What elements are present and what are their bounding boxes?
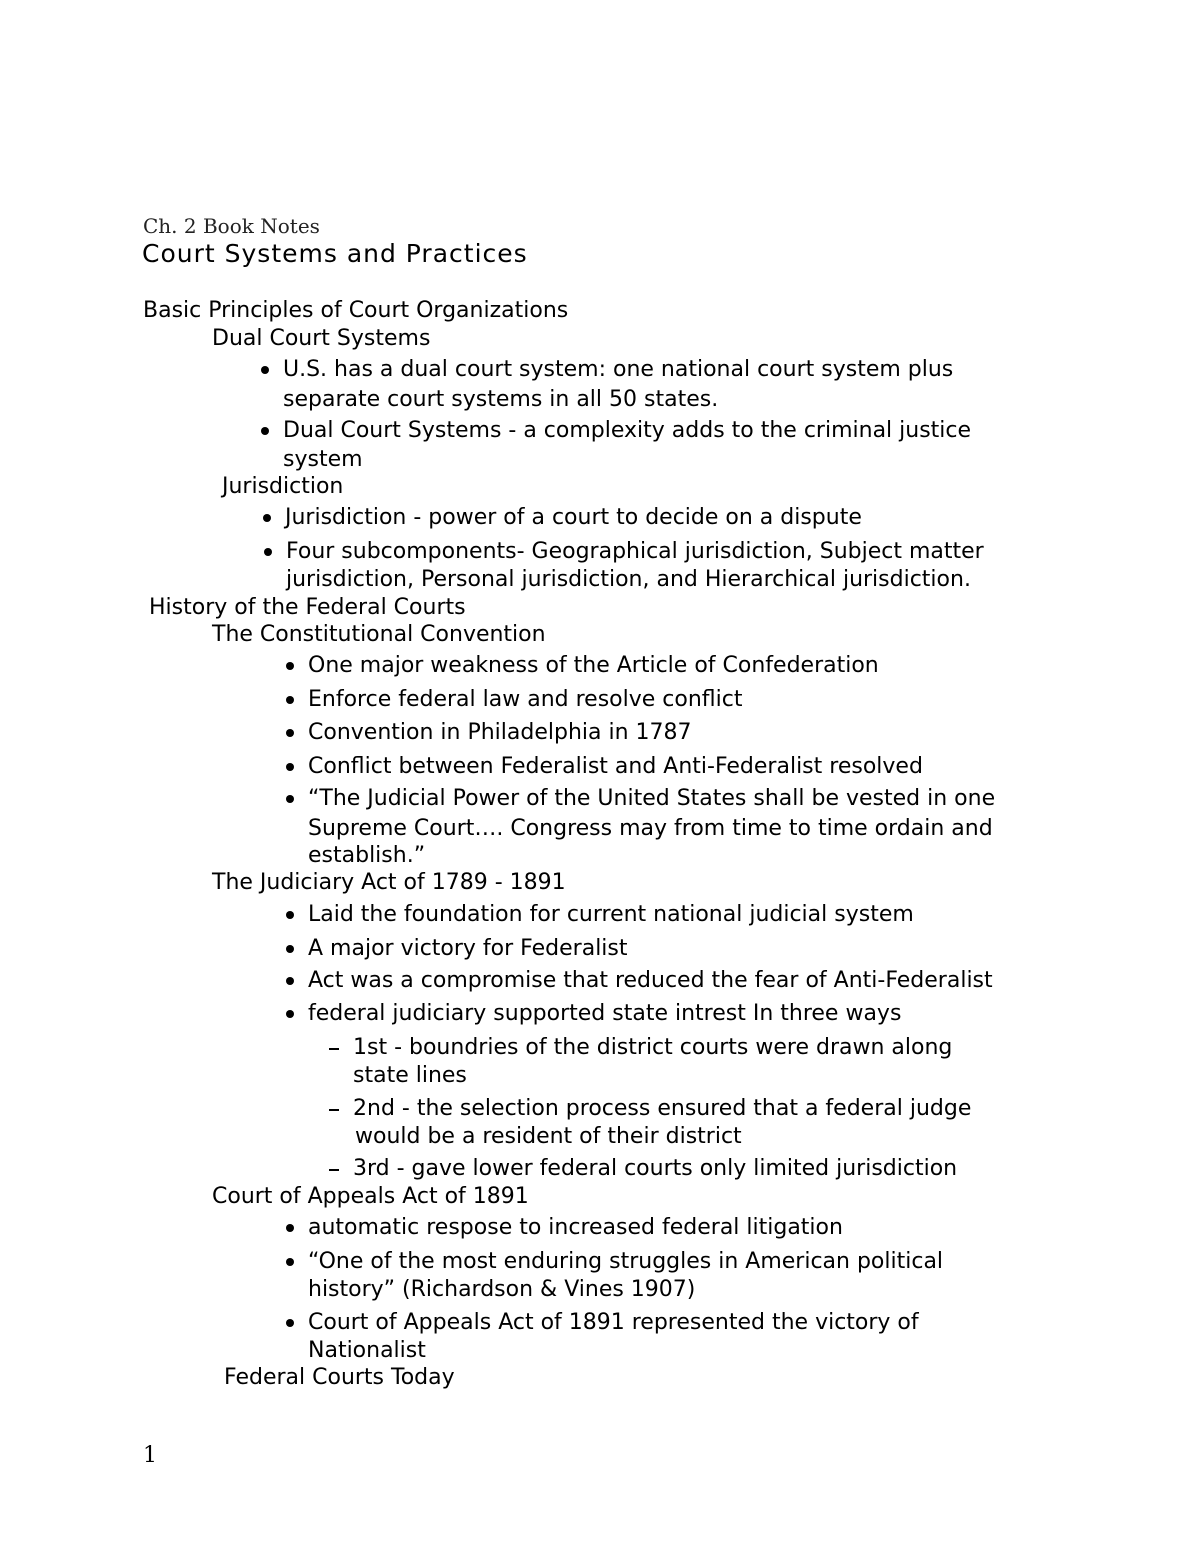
bullet-item: Laid the foundation for current national judicial system <box>308 902 914 927</box>
bullet-item: Conflict between Federalist and Anti-Federalist resolved <box>308 754 923 779</box>
dash-item: 2nd - the selection process ensured that a federal judge <box>353 1096 972 1121</box>
dash-continuation: state lines <box>353 1063 467 1088</box>
dash-continuation: would be a resident of their district <box>355 1124 742 1149</box>
bullet-item: Jurisdiction - power of a court to decide on a dispute <box>285 505 862 530</box>
bullet-item: Four subcomponents- Geographical jurisdiction, Subject matter <box>286 539 984 564</box>
bullet-continuation: history” (Richardson & Vines 1907) <box>308 1277 696 1302</box>
bullet-continuation: jurisdiction, Personal jurisdiction, and Hierarchical jurisdiction. <box>286 567 971 592</box>
bullet-continuation: system <box>283 447 363 472</box>
subsection-heading: Jurisdiction <box>222 474 344 499</box>
bullet-continuation: separate court systems in all 50 states. <box>283 387 719 412</box>
bullet-item: federal judiciary supported state intrest In three ways <box>308 1001 902 1026</box>
chapter-kicker: Ch. 2 Book Notes <box>143 214 320 238</box>
subsection-heading: The Judiciary Act of 1789 - 1891 <box>212 870 566 895</box>
bullet-continuation: Nationalist <box>308 1338 426 1363</box>
subsection-heading: Dual Court Systems <box>212 326 431 351</box>
subsection-heading: The Constitutional Convention <box>212 622 546 647</box>
page-number: 1 <box>143 1443 157 1468</box>
dash-item: 3rd - gave lower federal courts only limited jurisdiction <box>353 1156 958 1181</box>
bullet-item: “The Judicial Power of the United States shall be vested in one <box>308 786 996 811</box>
section-heading: History of the Federal Courts <box>149 595 466 620</box>
dash-item: 1st - boundries of the district courts were drawn along <box>353 1035 953 1060</box>
bullet-item: Enforce federal law and resolve conflict <box>308 687 743 712</box>
bullet-item: Court of Appeals Act of 1891 represented the victory of <box>308 1310 919 1335</box>
bullet-item: One major weakness of the Article of Confederation <box>308 653 879 678</box>
bullet-item: “One of the most enduring struggles in American political <box>308 1249 944 1274</box>
bullet-item: Convention in Philadelphia in 1787 <box>308 720 692 745</box>
bullet-item: Dual Court Systems - a complexity adds to the criminal justice <box>283 418 972 443</box>
bullet-item: automatic respose to increased federal litigation <box>308 1215 843 1240</box>
bullet-continuation: Supreme Court…. Congress may from time to time ordain and <box>308 816 993 841</box>
document-title: Court Systems and Practices <box>142 239 528 268</box>
subsection-heading: Federal Courts Today <box>224 1365 455 1390</box>
section-heading: Basic Principles of Court Organizations <box>143 298 569 323</box>
bullet-item: Act was a compromise that reduced the fear of Anti-Federalist <box>308 968 993 993</box>
bullet-item: A major victory for Federalist <box>308 936 628 961</box>
subsection-heading: Court of Appeals Act of 1891 <box>212 1184 529 1209</box>
bullet-continuation: establish.” <box>308 843 426 868</box>
bullet-item: U.S. has a dual court system: one national court system plus <box>283 357 954 382</box>
